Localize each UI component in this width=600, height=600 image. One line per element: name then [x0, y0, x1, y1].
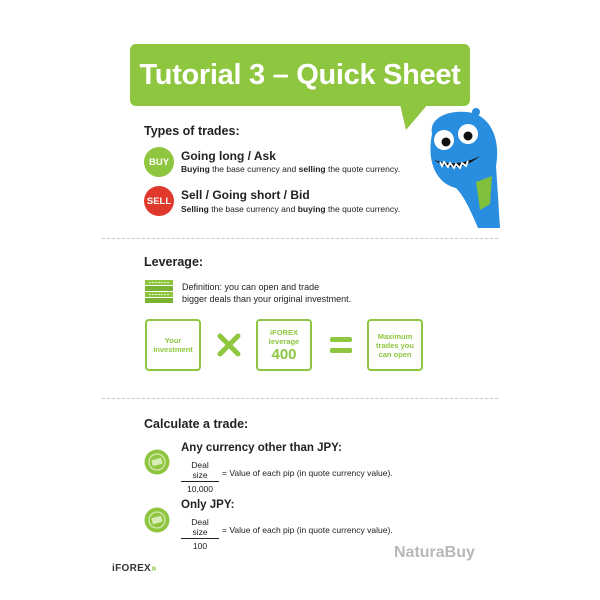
- buy-badge-label: BUY: [148, 156, 170, 168]
- calc-item-2-fraction: [181, 517, 219, 551]
- mascot-illustration: [418, 104, 500, 228]
- calc-heading: Calculate a trade:: [144, 417, 249, 431]
- max-trades-line-1: Maximum: [377, 331, 413, 341]
- max-trades-line-2: trades you: [376, 340, 414, 350]
- buy-badge: [144, 147, 174, 177]
- leverage-box-line-2: leverage: [268, 336, 300, 346]
- long-desc-text-1: the base currency and: [209, 164, 299, 174]
- short-desc-bold-2: buying: [297, 204, 326, 214]
- calc-item-1-result: = Value of each pip (in quote currency value).: [222, 468, 393, 478]
- calc-item-2-title: Only JPY:: [181, 499, 235, 511]
- calc-item-1-title: Any currency other than JPY:: [181, 442, 342, 454]
- coin-icon: [144, 449, 170, 475]
- logo-arrows-icon: »: [151, 563, 157, 574]
- money-stack-icon: [144, 278, 174, 306]
- leverage-heading: Leverage:: [144, 255, 204, 269]
- long-desc-text-2: the quote currency.: [325, 164, 401, 174]
- leverage-value: 400: [271, 345, 297, 363]
- leverage-box: [256, 319, 312, 371]
- watermark: NaturaBuy: [394, 544, 475, 561]
- long-desc-bold-2: selling: [298, 164, 326, 174]
- short-title: Sell / Going short / Bid: [181, 188, 310, 202]
- equals-icon: [326, 329, 356, 361]
- times-icon: [214, 329, 244, 361]
- leverage-definition: [182, 281, 372, 305]
- logo-text: iFOREX: [112, 563, 152, 574]
- divider-1: [102, 238, 498, 239]
- title-banner: [130, 44, 470, 106]
- calc-item-1-fraction: [181, 460, 219, 494]
- calc-item-2-numerator: Deal size: [181, 517, 219, 539]
- short-description: [181, 204, 400, 214]
- iforex-logo: [112, 563, 157, 574]
- sell-badge: [144, 186, 174, 216]
- short-desc-bold-1: Selling: [181, 204, 209, 214]
- types-heading: Types of trades:: [144, 124, 240, 138]
- short-desc-text-1: the base currency and: [208, 204, 298, 214]
- calc-item-1-denominator: 10,000: [187, 484, 213, 494]
- divider-2: [102, 398, 498, 399]
- coin-icon: [144, 507, 170, 533]
- calc-item-2-result: = Value of each pip (in quote currency value).: [222, 525, 393, 535]
- calc-item-2-denominator: 100: [192, 541, 208, 551]
- short-desc-text-2: the quote currency.: [325, 204, 401, 214]
- sell-badge-label: SELL: [146, 195, 172, 207]
- leverage-box-line-1: iFOREX: [270, 327, 298, 337]
- calc-item-1-numerator: Deal size: [181, 460, 219, 482]
- long-description: [181, 164, 400, 174]
- leverage-definition-line-2: bigger deals than your original investment.: [182, 294, 352, 304]
- investment-line-2: investment: [153, 345, 193, 354]
- investment-box: [145, 319, 201, 371]
- leverage-definition-line-1: Definition: you can open and trade: [182, 282, 320, 292]
- max-trades-box: [367, 319, 423, 371]
- page-title: Tutorial 3 – Quick Sheet: [139, 58, 461, 91]
- long-desc-bold-1: Buying: [181, 164, 210, 174]
- max-trades-line-3: can open: [378, 349, 412, 359]
- investment-line-1: Your: [164, 336, 182, 345]
- long-title: Going long / Ask: [181, 149, 276, 163]
